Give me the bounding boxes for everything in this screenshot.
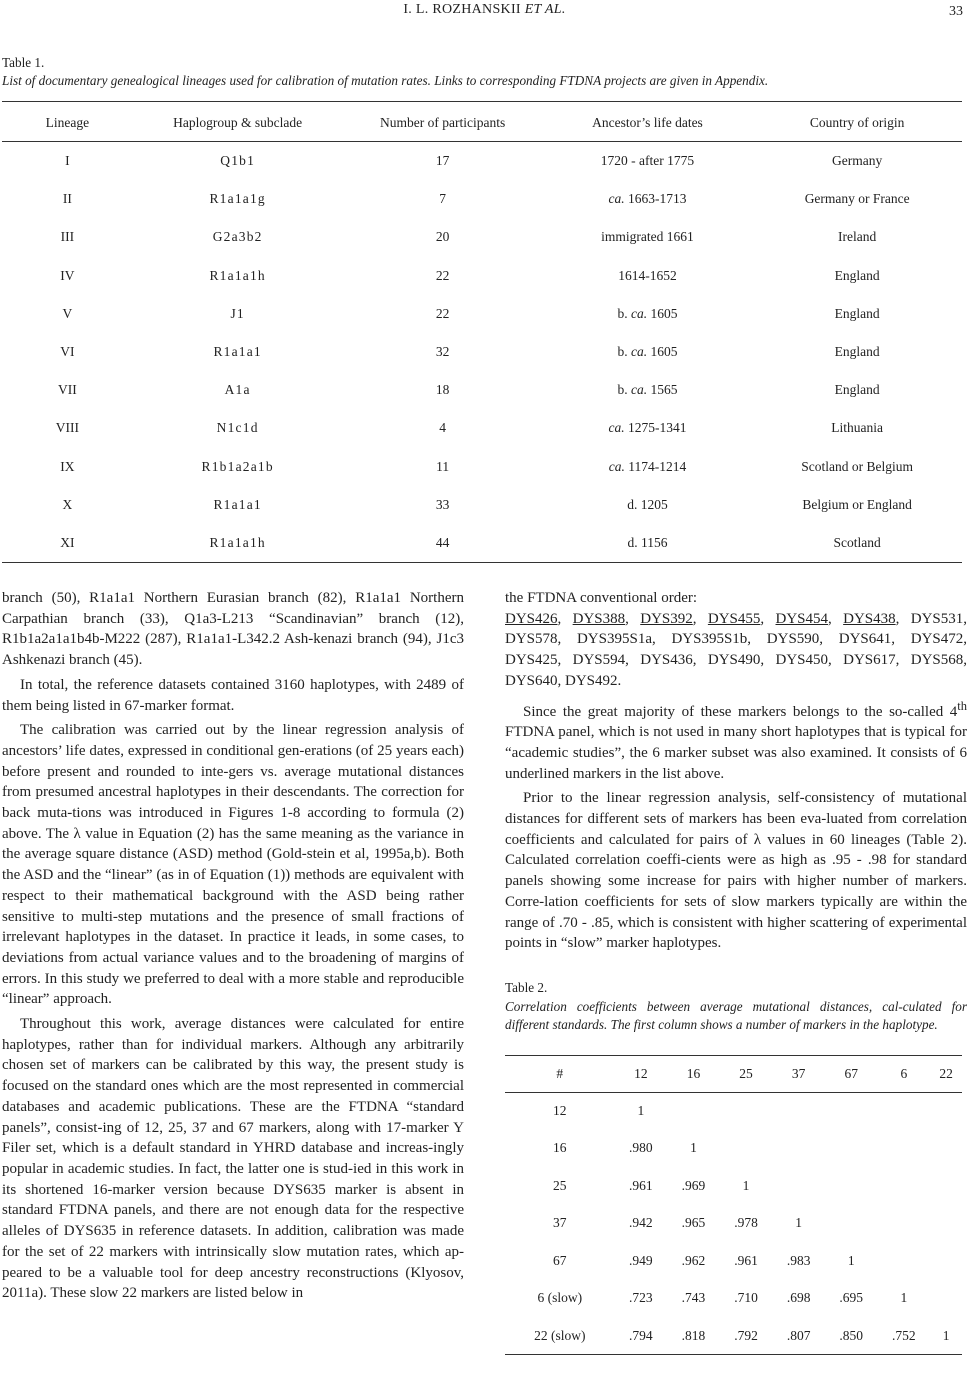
table1-cell-lineage: I xyxy=(65,153,70,169)
table1-cell-country: Scotland xyxy=(833,534,881,550)
table2-cell xyxy=(667,1092,720,1130)
table2-cell xyxy=(772,1130,825,1168)
table1-row xyxy=(2,448,962,486)
dates-part: 1663-1713 xyxy=(624,191,687,207)
table1-row xyxy=(2,409,962,447)
table1-cell-dates xyxy=(543,486,753,524)
table1-cell-haplogroup: G2a3b2 xyxy=(212,229,263,245)
table2-row xyxy=(505,1130,962,1168)
table2-cell xyxy=(878,1092,931,1130)
table1-cell-lineage: VIII xyxy=(55,420,79,436)
table1-cell-country: England xyxy=(834,382,880,398)
table2-cell xyxy=(825,1167,878,1205)
dates-part: ca. xyxy=(608,420,625,436)
running-head-authors xyxy=(0,2,969,18)
table1-caption: List of documentary genealogical lineages used for calibration of mutation rates. Links to corresponding FTDNA projects are given in Appendix. xyxy=(2,73,769,88)
dates-part: ca. xyxy=(630,305,648,321)
table1-cell-dates xyxy=(543,257,753,295)
table2-cell: .969 xyxy=(681,1177,706,1193)
table1-cell-dates xyxy=(543,371,753,409)
table2-cell: .961 xyxy=(734,1252,758,1268)
table1-cell-lineage: IX xyxy=(60,458,75,474)
table2-cell: 12 xyxy=(553,1103,567,1118)
table2-cell: .794 xyxy=(629,1327,653,1343)
table1-cell-country: Lithuania xyxy=(831,420,884,436)
table1-cell-country: Belgium or England xyxy=(802,496,912,512)
table2-cell xyxy=(772,1092,825,1130)
table1-cell-haplogroup: N1c1d xyxy=(216,420,259,436)
table1-cell-haplogroup: R1a1a1 xyxy=(213,344,262,360)
table1-cell-participants: 44 xyxy=(435,534,450,550)
table2-cell xyxy=(930,1167,962,1205)
table1-row xyxy=(2,295,962,333)
table2-cell xyxy=(930,1280,962,1318)
left-paragraph-3: The calibration was carried out by the linear regression analysis of ancestors’ life dates, expressed in conditional gen-erations (of 25 years each) before present and rounded to inte-gers vs. average mutational distances from presumed ancestral haplotypes in their descendants. The correction for back muta-tions was introduced in Figures 1-8 according to formula (2) above. The λ value in Equation (2) has the same meaning as the variance in the average square distance (ASD) method (Gold-stein et al, 1995a,b). Both the ASD and the “linear” (as in of Equation (1)) methods are equivalent with respect to their mathematical background with the ASD being rather sensitive to multi-step mutations and the presence of small fractions of irrelevant haplotypes in the dataset. In practice it leads, in some cases, to deviations from actual variance values and to the broadening of margins of errors. In this study we preferred to deal with a more stable and reproducible “linear” approach. xyxy=(2,722,464,1008)
table2-cell: 37 xyxy=(553,1215,567,1231)
table1-cell-dates xyxy=(543,142,753,180)
table2-col-header: 16 xyxy=(686,1065,701,1081)
table2-cell: 1 xyxy=(795,1215,803,1231)
marker-underlined: DYS426 xyxy=(505,610,558,627)
table2-col-header: 25 xyxy=(739,1065,753,1081)
table2-cell: .949 xyxy=(629,1252,653,1268)
dates-part: 1720 - after 1775 xyxy=(600,153,695,169)
table1-col-header: Lineage xyxy=(45,115,90,130)
table2-cell: 67 xyxy=(553,1252,567,1268)
table1-cell-country: Scotland or Belgium xyxy=(801,458,914,474)
dates-part: 1565 xyxy=(647,382,678,398)
table1-cell-dates xyxy=(543,218,753,256)
table1-cell-country: England xyxy=(834,305,880,321)
table2-cell: 16 xyxy=(553,1140,567,1156)
table2-cell xyxy=(930,1205,962,1243)
table1-bottom-rule xyxy=(2,562,962,563)
table1-label: Table 1. xyxy=(2,55,45,70)
table1-cell-lineage: XI xyxy=(60,534,75,550)
table1 xyxy=(2,104,962,562)
table1-cell-participants: 7 xyxy=(439,191,446,207)
table2 xyxy=(505,1056,962,1355)
table2-cell: .850 xyxy=(839,1327,864,1343)
para3-a: Since the great majority of these markers belongs to the so-called 4 xyxy=(523,703,958,720)
table1-cell-lineage: V xyxy=(62,305,73,321)
right-paragraph-3 xyxy=(505,696,967,785)
table2-row xyxy=(505,1317,962,1355)
table1-header-row xyxy=(2,104,962,142)
table2-cell: .983 xyxy=(786,1252,811,1268)
table2-row xyxy=(505,1205,962,1243)
table2-cell xyxy=(930,1130,962,1168)
table2-cell: 22 (slow) xyxy=(534,1327,586,1343)
table1-cell-participants: 22 xyxy=(435,267,450,283)
para3-b: FTDNA panel, which is not used in many short haplotypes that is typical for “academic studies”, the 6 marker subset was also examined. It consists of 6 underlined markers in the list above. xyxy=(505,724,967,782)
marker-underlined: DYS438 xyxy=(843,610,896,627)
table1-cell-dates xyxy=(543,524,753,562)
marker-underlined: DYS388 xyxy=(572,610,626,627)
table2-cell: .961 xyxy=(629,1177,653,1193)
table2-cell: 1 xyxy=(690,1140,697,1156)
table2-cell: .818 xyxy=(681,1327,706,1343)
table1-row xyxy=(2,486,962,524)
table2-cell: 1 xyxy=(742,1177,750,1193)
dates-part: ca. xyxy=(630,344,648,360)
table1-cell-lineage: II xyxy=(62,191,72,207)
table1-cell-participants: 22 xyxy=(435,305,450,321)
table1-cell-lineage: III xyxy=(60,229,75,245)
table1-row xyxy=(2,371,962,409)
table1-caption-block xyxy=(2,54,967,90)
table2-cell: .698 xyxy=(786,1290,811,1306)
table2-cell xyxy=(930,1242,962,1280)
table1-cell-haplogroup: R1b1a2a1b xyxy=(201,458,274,474)
table2-cell: .792 xyxy=(734,1327,758,1343)
table1-cell-haplogroup: R1a1a1h xyxy=(209,267,266,283)
table1-cell-haplogroup: Q1b1 xyxy=(220,153,256,169)
dates-part: d. 1156 xyxy=(627,534,668,550)
table2-row xyxy=(505,1092,962,1130)
table1-top-rule xyxy=(2,101,962,102)
dates-part: d. 1205 xyxy=(627,496,668,512)
table2-cell: .752 xyxy=(892,1327,916,1343)
table2-cell xyxy=(878,1167,931,1205)
marker-list: DYS426, DYS388, DYS392, DYS455, DYS454, DYS438, DYS531, DYS578, DYS395S1a, DYS395S1b, DYS590, DYS641, DYS472, DYS425, DYS594, DYS436, DYS490, DYS450, DYS617, DYS568, DYS640, DYS492. xyxy=(505,610,968,689)
table2-cell xyxy=(772,1167,825,1205)
table2-header-row xyxy=(505,1056,962,1092)
table2-cell: .978 xyxy=(734,1215,758,1231)
table2-cell: 6 (slow) xyxy=(537,1290,583,1306)
table1-cell-dates xyxy=(543,448,753,486)
left-paragraph-4: Throughout this work, average distances were calculated for entire haplotypes, rather than for individual markers. Although any arbitrarily chosen set of markers can be calibrated by this way, the present study is focused on the standard ones which are the most represented in commercial databases and academic publications. These are the FTDNA “standard panels”, consist-ing of 12, 25, 37 and 67 markers, along with 17-marker Y Filer set, which is a default standard in YHRD database and increas-ingly popular in academic studies. In fact, the latter one is stud-ied in this work in its shortened 16-marker version because DYS635 marker is absent in standard FTDNA panels, and there are not enough data for the respective alleles of DYS635 in reference datasets. In addition, calibration was made for the set of 22 markers with intrinsically slow mutation rates, which ap-peared to be a valuable tool for deep ancestry reconstructions (Klyosov, 2011a). These slow 22 markers are listed below in xyxy=(2,1016,464,1302)
table1-cell-country: Germany xyxy=(832,153,883,169)
table2-col-header: 22 xyxy=(939,1065,953,1081)
table1-cell-haplogroup: R1a1a1h xyxy=(209,534,266,550)
dates-part: b. xyxy=(617,344,631,360)
table1-cell-dates xyxy=(543,180,753,218)
table1-cell-country: England xyxy=(834,344,880,360)
right-paragraph-1: the FTDNA conventional order: xyxy=(505,590,698,606)
para3-sup: th xyxy=(957,698,967,713)
authors-names: I. L. ROZHANSKII xyxy=(403,2,521,17)
table1-cell-lineage: VI xyxy=(60,344,75,360)
dates-part: 1605 xyxy=(647,305,678,321)
table2-cell: .743 xyxy=(681,1290,706,1306)
table1-row xyxy=(2,257,962,295)
table1-col-header: Country of origin xyxy=(809,115,905,130)
table1-cell-participants: 18 xyxy=(435,382,450,398)
table2-cell xyxy=(825,1130,878,1168)
left-text-column xyxy=(2,588,464,1304)
table2-label: Table 2. xyxy=(505,980,548,995)
table1-row xyxy=(2,180,962,218)
left-paragraph-1: branch (50), R1a1a1 Northern Eurasian branch (82), R1a1a1 Northern Carpathian branch (33), Q1a3-L213 “Scandinavian” branch (12), R1b1a2a1a1b4b-M222 (287), R1a1a1-L342.2 Ash-kenazi branch (94), J1c3 Ashkenazi branch (45). xyxy=(2,590,464,669)
dates-part: b. xyxy=(617,305,631,321)
table2-cell xyxy=(878,1205,931,1243)
table1-cell-participants: 20 xyxy=(435,229,450,245)
table2-cell: .807 xyxy=(786,1327,811,1343)
dates-part: ca. xyxy=(608,191,625,207)
table2-cell: .962 xyxy=(681,1252,706,1268)
table2-cell: 25 xyxy=(553,1177,567,1193)
table1-col-header: Number of participants xyxy=(379,115,506,130)
table2-col-header: 12 xyxy=(634,1065,648,1081)
dates-part: b. xyxy=(617,382,631,398)
table1-cell-haplogroup: J1 xyxy=(230,305,245,321)
marker-underlined: DYS454 xyxy=(775,610,829,627)
table1-cell-haplogroup: A1a xyxy=(224,382,251,398)
left-paragraph-2: In total, the reference datasets contained 3160 haplotypes, with 2489 of them being listed in 67-marker format. xyxy=(2,676,464,714)
table1-cell-participants: 4 xyxy=(439,420,446,436)
dates-part: ca. xyxy=(630,382,648,398)
table2-cell xyxy=(878,1130,931,1168)
table2-cell: 1 xyxy=(900,1290,908,1306)
table2-caption: Correlation coefficients between average mutational distances, cal-culated for different standards. The first column shows a number of markers in the haplotype. xyxy=(505,999,967,1032)
table1-cell-participants: 17 xyxy=(435,153,450,169)
table1-cell-participants: 33 xyxy=(435,496,450,512)
table1-cell-lineage: IV xyxy=(60,267,75,283)
marker-underlined: DYS392 xyxy=(640,610,693,627)
table2-col-header: 37 xyxy=(791,1065,806,1081)
table2-col-header: 67 xyxy=(844,1065,858,1081)
dates-part: 1174-1214 xyxy=(624,458,687,474)
table2-cell xyxy=(930,1092,962,1130)
running-head xyxy=(0,2,969,22)
table2-cell: .942 xyxy=(629,1215,653,1231)
table2-cell: .710 xyxy=(734,1290,758,1306)
table2-cell xyxy=(720,1130,773,1168)
table1-cell-haplogroup: R1a1a1g xyxy=(209,191,266,207)
table1-cell-dates xyxy=(543,333,753,371)
table1-cell-participants: 11 xyxy=(436,458,450,474)
table1-col-header: Haplogroup & subclade xyxy=(173,115,303,130)
table2-cell xyxy=(825,1092,878,1130)
table1-cell-dates xyxy=(543,295,753,333)
table2-cell xyxy=(720,1092,773,1130)
table2-block xyxy=(505,980,967,1355)
right-text-column xyxy=(505,588,967,954)
table2-row xyxy=(505,1167,962,1205)
table1-row xyxy=(2,524,962,562)
marker-rest: DYS531, DYS578, DYS395S1a, DYS395S1b, DYS590, DYS641, DYS472, DYS425, DYS594, DYS436, DYS490, DYS450, DYS617, DYS568, DYS640, DYS492. xyxy=(505,610,968,689)
table2-col-header: 6 xyxy=(900,1065,908,1081)
marker-underlined: DYS455 xyxy=(707,610,761,627)
table1-row xyxy=(2,218,962,256)
table1-row xyxy=(2,142,962,180)
table2-cell: 1 xyxy=(942,1327,950,1343)
table2-cell: .695 xyxy=(839,1290,864,1306)
table2-cell xyxy=(878,1242,931,1280)
dates-part: 1275-1341 xyxy=(624,420,687,436)
dates-part: ca. xyxy=(608,458,625,474)
table2-cell: .965 xyxy=(681,1215,706,1231)
table2-cell: .980 xyxy=(629,1140,653,1156)
dates-part: immigrated 1661 xyxy=(601,229,694,245)
page-number: 33 xyxy=(949,4,963,19)
table1-cell-lineage: X xyxy=(62,496,73,512)
table2-col-header: # xyxy=(556,1065,564,1081)
right-paragraph-4: Prior to the linear regression analysis, self-consistency of mutational distances for different sets of markers has been eva-luated from correlation coefficients and calculated for pairs of λ values in 60 lineages (Table 2). Calculated correlation coeffi-cients were as high as .95 - .98 for standard panels showing some increase for pairs with higher number of markers. Corre-lation coefficients for sets of slow markers typically are within the range of .70 - .85, which is consistent with higher scattering of experimental points in “slow” marker haplotypes. xyxy=(505,790,967,952)
table2-cell: 1 xyxy=(847,1252,855,1268)
table2-cell: .723 xyxy=(629,1290,653,1306)
table1-cell-country: Germany or France xyxy=(804,191,910,207)
table1-col-header: Ancestor’s life dates xyxy=(592,115,703,130)
dates-part: 1605 xyxy=(647,344,678,360)
table1-cell-country: Ireland xyxy=(838,229,877,245)
table1-cell-lineage: VII xyxy=(57,382,77,398)
table1-cell-haplogroup: R1a1a1 xyxy=(213,496,262,512)
table2-row xyxy=(505,1280,962,1318)
authors-et-al: ET AL. xyxy=(524,2,566,17)
table1-cell-country: England xyxy=(834,267,880,283)
table1-cell-participants: 32 xyxy=(435,344,450,360)
table1-row xyxy=(2,333,962,371)
dates-part: 1614-1652 xyxy=(618,267,677,283)
table1-cell-dates xyxy=(543,409,753,447)
table2-cell: 1 xyxy=(637,1103,645,1118)
table2-cell xyxy=(825,1205,878,1243)
table2-row xyxy=(505,1242,962,1280)
